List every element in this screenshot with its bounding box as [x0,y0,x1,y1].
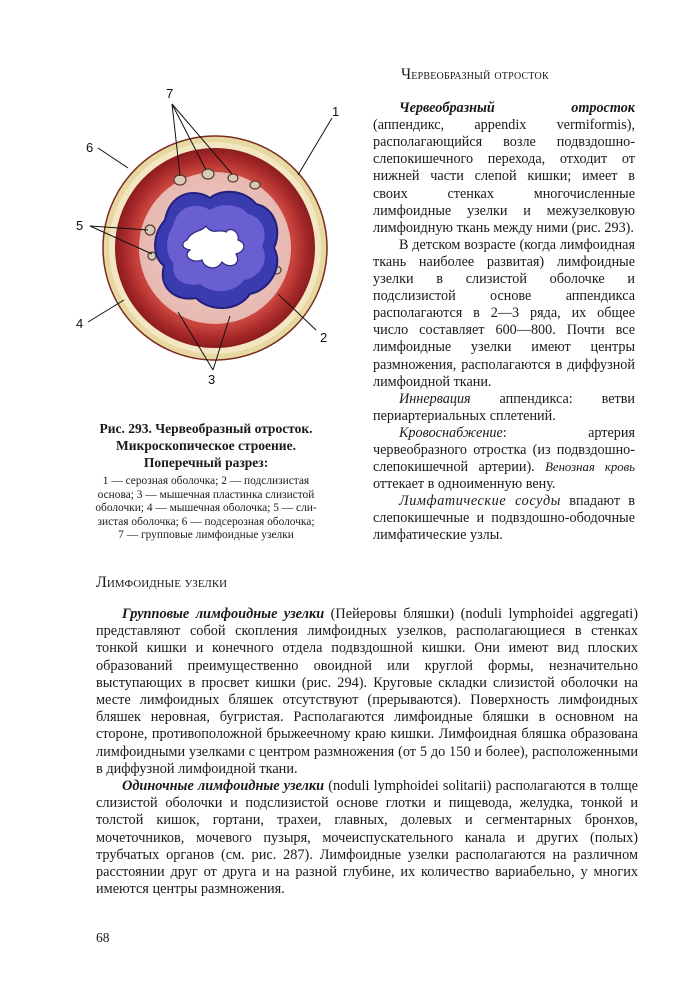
figure-label-3: 3 [208,372,216,387]
section-heading [96,574,227,592]
term: Лимфатические сосуды [399,493,562,510]
term: Групповые лимфоидные узелки [122,606,325,622]
caption-title-line: Рис. 293. Червеобразный отросток. [99,421,313,436]
paragraph [96,778,638,898]
legend-line: 7 — групповые лимфоидные узелки [118,529,294,542]
paragraph-text: впадают в слепокишечные и подвздошно-ободочные лимфатические узлы. [373,493,635,544]
paragraph-text: аппендикса: ветви периартериальных сплетений. [373,390,635,424]
appendix-cross-section-figure [70,80,360,400]
legend-line: 1 — серозная оболочка; 2 — подслизистая [102,475,310,487]
figure-label-2: 2 [320,330,328,345]
figure-label-6: 6 [86,140,94,155]
figure-label-1: 1 [332,104,340,119]
paragraph-text: (noduli lymphoidei solitarii) располагаются в толще слизистой оболочки и подслизистой основе глотки и пищевода, желудка, тонкой и толстой кишок, гортани, трахеи, главных, долевых и сегментарных бронхов, мочеточников, мочевого пузыря, мочеиспускательного канала и других (полых) трубчатых органов (см. рис. 287). Лимфоидные узелки располагаются на различном расстоянии друг от друга и на разной глубине, их количество вариабельно, у многих имеются центры размножения. [96,778,638,898]
caption-legend [62,475,350,543]
paragraph [96,606,638,778]
paragraph-text: (аппендикс, appendix vermiformis), располагающийся возле подвздошно-слепокишечного перехода, отходит от нижней части слепой кишки; имеет в своих стенках многочисленные лимфоидные узелки и межузелковую лимфоидную ткань между ними (рис. 293). [373,117,635,236]
figure-label-4: 4 [76,316,84,331]
heading-initial: Ч [401,66,412,83]
term: Червеобразный отросток [399,100,635,117]
paragraph [373,391,635,425]
legend-line: оболочки; 4 — мышечная оболочка; 5 — сли- [95,502,317,515]
heading-initial: Л [96,574,107,591]
section-heading [373,66,635,84]
figure-label-5: 5 [76,218,84,233]
heading-rest: имфоидные узелки [106,575,228,591]
heading-rest: ервеобразный отросток [411,67,549,83]
term: Кровоснабжение [399,424,503,441]
term: Одиночные лимфоидные узелки [122,778,325,795]
appendix-section [373,66,635,545]
figure-caption [62,420,350,543]
term: Венозная кровь [545,460,635,475]
paragraph-text: оттекает в одноименную вену. [373,476,556,493]
caption-title-line: Поперечный разрез: [143,455,269,470]
legend-line: основа; 3 — мышечная пластинка слизистой [97,488,315,501]
term: Иннервация [399,390,471,407]
caption-title-line: Микроскопическое строение. [116,438,296,453]
figure-label-7: 7 [166,86,174,101]
paragraph: В детском возрасте (когда лимфоидная ткань наиболее развитая) лимфоидные узелки в слизистой оболочке и подслизистой основе аппендикса располагаются в 2—3 ряда, их общее число составляет 600—800. Почти все лимфоидные узелки имеют центры размножения, располагаются в диффузной лимфоидной ткани. [373,236,635,390]
nodules-section [96,606,638,898]
paragraph-text: : артерия червеобразного отростка (из подвздошно-слепокишечной артерии). [373,424,635,476]
page-number: 68 [96,930,110,945]
paragraph-text: (Пейеровы бляшки) (noduli lymphoidei aggregati) представляют собой скопления лимфоидных узелков, располагающиеся в стенках тонкой кишки и конечного отдела подвздошной кишки. Они имеют вид плоских образований преимущественно овоидной или круглой формы, незначительно выступающих в просвет кишки (рис. 294). Круговые складки слизистой оболочки на месте лимфоидных бляшек отсутствуют (прерываются). Поверхность лимфоидных бляшек неровная, бугристая. Располагаются лимфоидные бляшки в основном на стороне, противоположной брыжеечному краю кишки. Лимфоидная бляшка образована лимфоидными узелками с центром размножения (от 5 до 150 и более), расположенными в диффузной лимфоидной ткани. [96,606,638,777]
appendix-illustration [70,80,360,400]
paragraph [373,100,635,237]
paragraph [373,493,635,544]
paragraph [373,425,635,493]
legend-line: зистая оболочка; 6 — подсерозная оболочка; [97,515,315,528]
